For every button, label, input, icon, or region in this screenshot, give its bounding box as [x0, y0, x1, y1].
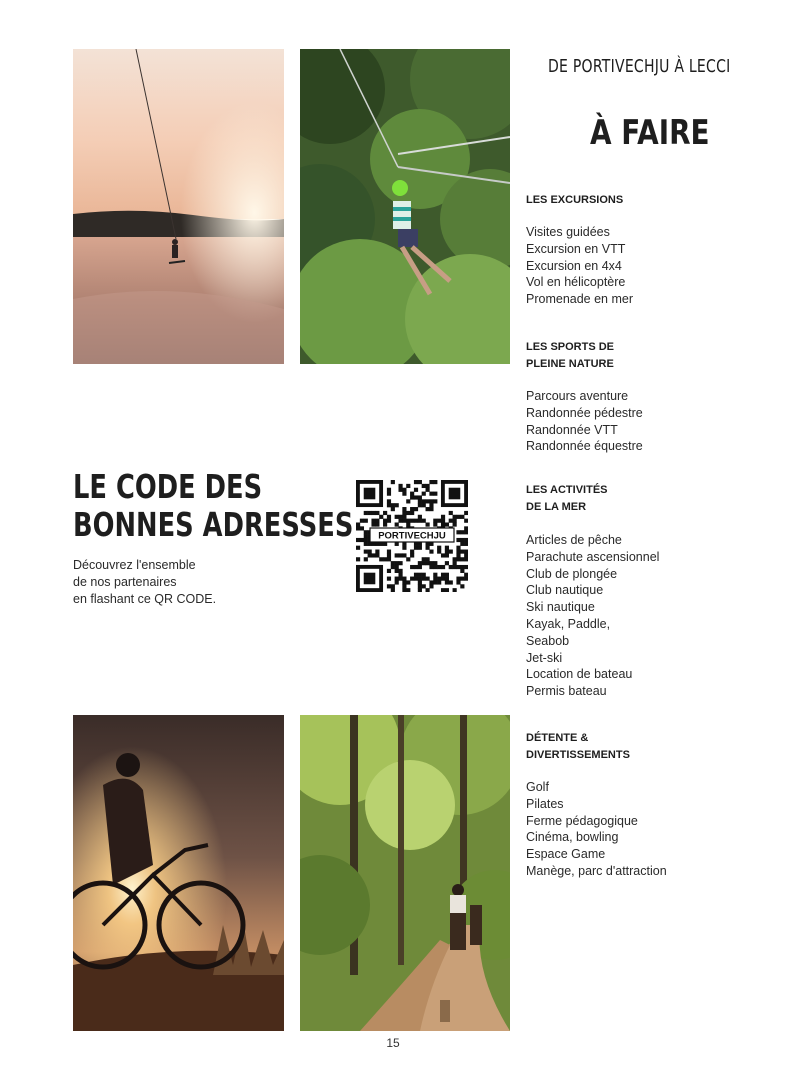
list-item: Vol en hélicoptère — [526, 275, 626, 290]
category-title-line: PLEINE NATURE — [526, 358, 614, 370]
category-list-excursions — [526, 224, 633, 308]
category-title-leisure — [526, 730, 666, 764]
code-title-line: LE CODE DES — [73, 467, 263, 506]
header-route: DE PORTIVECHJU À LECCI — [548, 56, 731, 77]
category-list-sports — [526, 388, 643, 455]
category-list-leisure — [526, 779, 667, 880]
code-section-title — [73, 468, 353, 544]
category-title-line: DIVERTISSEMENTS — [526, 749, 630, 761]
list-item: Pilates — [526, 796, 564, 811]
list-item: Articles de pêche — [526, 533, 622, 547]
category-title-excursions: LES EXCURSIONS — [526, 194, 624, 206]
list-item: Manège, parc d'attraction — [526, 863, 667, 878]
zipline-forest-photo — [300, 49, 510, 364]
list-item: Location de bateau — [526, 667, 633, 682]
category-title-line: DÉTENTE & — [526, 732, 589, 744]
list-item: Visites guidées — [526, 225, 610, 239]
list-item: Randonnée équestre — [526, 439, 643, 454]
list-item: Excursion en 4x4 — [526, 258, 622, 273]
code-text-line: Découvrez l'ensemble — [73, 558, 196, 572]
list-item: Club nautique — [526, 583, 604, 598]
list-item: Kayak, Paddle, — [526, 616, 611, 631]
code-text-line: en flashant ce QR CODE. — [73, 592, 217, 606]
list-item: Randonnée VTT — [526, 422, 618, 437]
list-item: Parcours aventure — [526, 389, 629, 403]
code-title-line: BONNES ADRESSES — [73, 505, 354, 544]
code-text-line: de nos partenaires — [73, 575, 177, 589]
list-item: Promenade en mer — [526, 292, 634, 307]
qr-label: PORTIVECHJU — [378, 530, 446, 542]
list-item: Parachute ascensionnel — [526, 549, 660, 564]
list-item: Cinéma, bowling — [526, 830, 619, 845]
list-item: Ferme pédagogique — [526, 813, 638, 828]
category-title-sports — [526, 339, 666, 373]
list-item: Randonnée pédestre — [526, 405, 643, 420]
list-item: Golf — [526, 780, 549, 794]
list-item: Excursion en VTT — [526, 241, 626, 256]
qr-code[interactable] — [356, 480, 468, 592]
category-title-line: LES ACTIVITÉS — [526, 484, 608, 496]
qr-code-graphic — [356, 480, 468, 592]
code-section-text — [73, 557, 273, 608]
list-item: Espace Game — [526, 847, 606, 862]
list-item: Permis bateau — [526, 684, 607, 699]
list-item: Jet-ski — [526, 650, 563, 665]
category-title-sea — [526, 482, 666, 516]
section-title: À FAIRE — [590, 113, 710, 153]
list-item: Club de plongée — [526, 566, 618, 581]
list-item: Ski nautique — [526, 600, 595, 615]
category-title-line: LES SPORTS DE — [526, 341, 615, 353]
waterski-sunset-photo — [73, 49, 284, 364]
mountain-bike-sunset-photo — [73, 715, 284, 1031]
horse-riding-forest-photo — [300, 715, 510, 1031]
list-item: Seabob — [526, 633, 570, 648]
page-number: 15 — [386, 1036, 400, 1050]
category-title-line: DE LA MER — [526, 501, 587, 513]
category-list-sea — [526, 532, 659, 700]
